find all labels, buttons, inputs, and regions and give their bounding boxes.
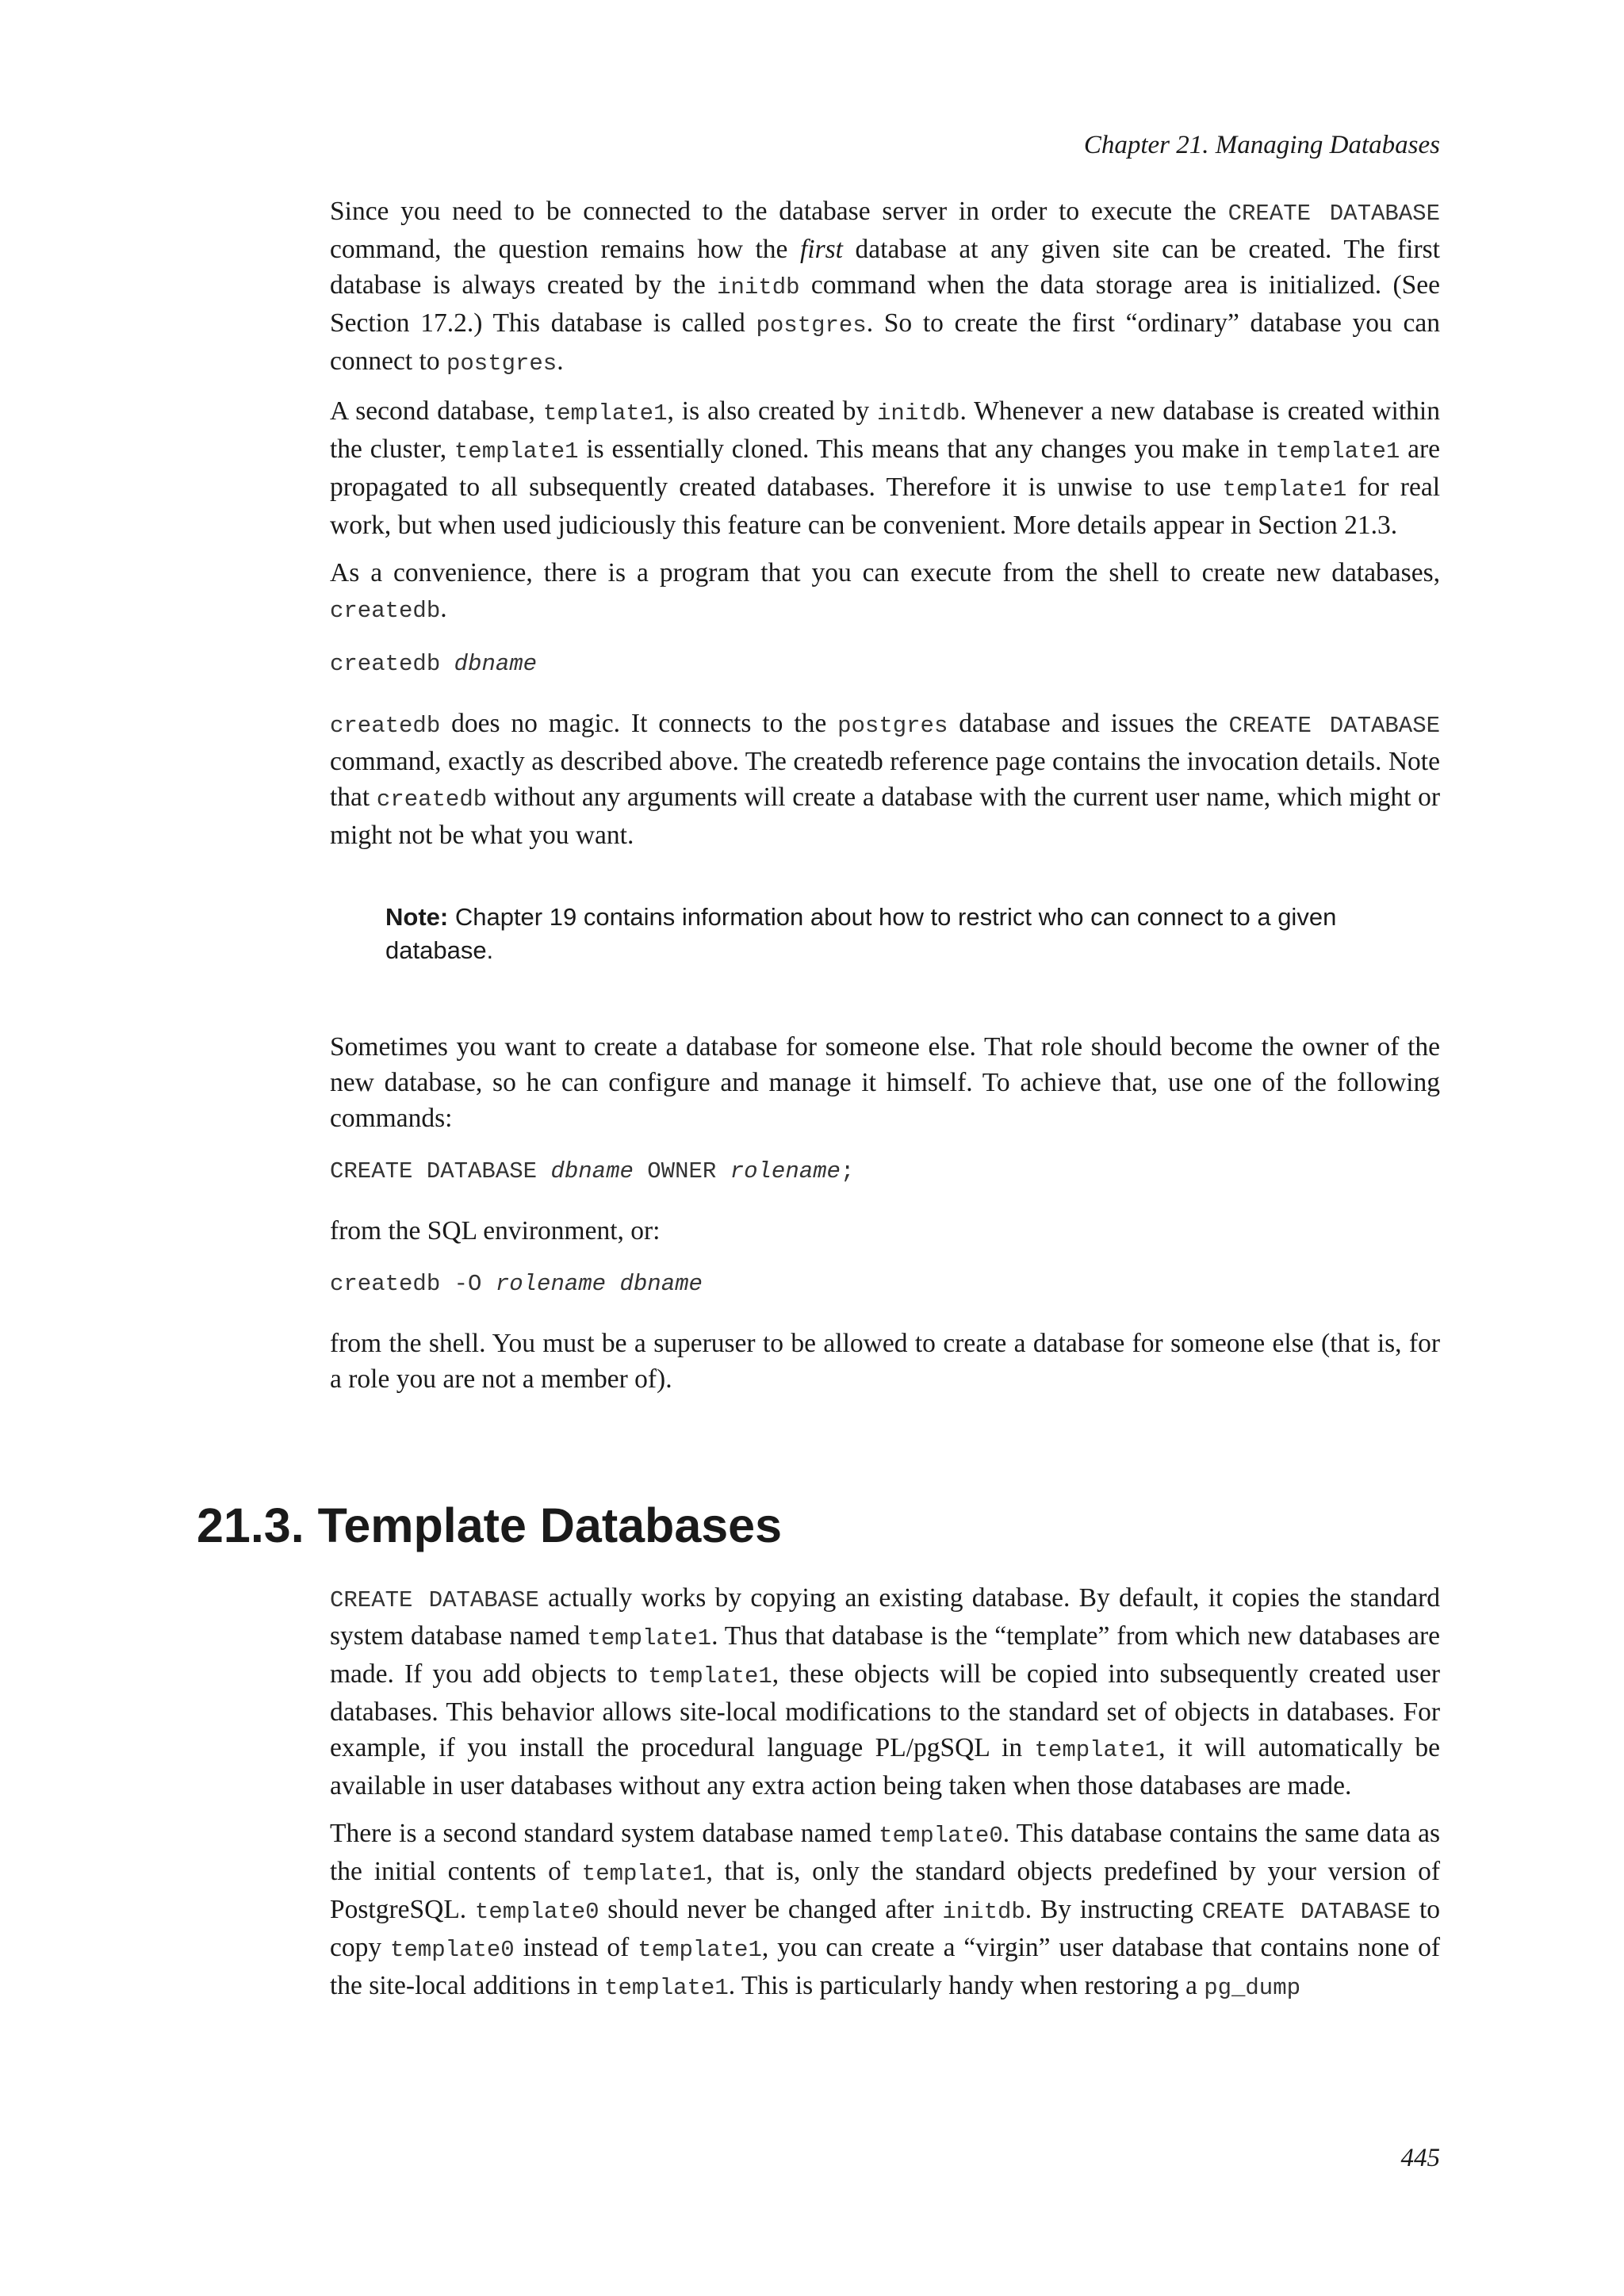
inline-code: initdb [877, 400, 960, 427]
code-block-createdb-owner: createdb -O rolename dbname [330, 1271, 703, 1297]
inline-code: template1 [1275, 438, 1400, 465]
inline-code: postgres [446, 350, 557, 377]
inline-code: createdb [376, 786, 488, 813]
section-content [330, 1580, 1440, 2018]
inline-code: template0 [390, 1937, 515, 1963]
inline-code: template1 [542, 400, 668, 427]
paragraph-sql-env: from the SQL environment, or: [330, 1216, 661, 1246]
inline-code: CREATE DATABASE [1201, 1899, 1411, 1925]
running-header: Chapter 21. Managing Databases [1083, 131, 1440, 159]
inline-code: template1 [1222, 476, 1347, 503]
note-text: Chapter 19 contains information about how to restrict who can connect to a given database. [385, 903, 1337, 964]
paragraph-createdb-intro: As a convenience, there is a program that you can execute from the shell to create new databases, createdb. [330, 558, 1440, 624]
paragraph-template0: There is a second standard system database named template0. This database contains the same data as the initial contents of template1, that is, only the standard objects predefined by your version of PostgreSQL. template0 should never be changed after initdb. By instructing CREATE DATABASE to copy template0 instead of template1, you can create a “virgin” user database that contains none of the site-local additions in template1. This is particularly handy when restoring a pg_dump [330, 1819, 1441, 2001]
inline-code: postgres [837, 713, 948, 739]
inline-code: initdb [717, 274, 800, 300]
inline-code: template1 [1034, 1737, 1159, 1763]
paragraph-superuser: from the shell. You must be a superuser to be allowed to create a database for someone else (that is, for a role you are not a member of). [330, 1329, 1440, 1394]
code-block-createdb: createdb dbname [330, 651, 538, 677]
inline-code: pg_dump [1204, 1975, 1301, 2001]
main-content [330, 193, 1440, 1409]
inline-code: template1 [454, 438, 579, 465]
paragraph-first-database: Since you need to be connected to the database server in order to execute the CREATE DATABASE command, the question remains how the first database at any given site can be created. The first database is always created by the initdb command when the data storage area is initialized. (See Section 17.2.) This database is called postgres. So to create the first “ordinary” database you can connect to postgres. [330, 197, 1440, 377]
inline-code: template0 [879, 1823, 1003, 1849]
inline-code: createdb [330, 713, 441, 739]
inline-code: CREATE DATABASE [1228, 201, 1440, 227]
inline-code: template0 [474, 1899, 599, 1925]
paragraph-owner: Sometimes you want to create a database for someone else. That role should become the owner of the new database, so he can configure and manage it himself. To achieve that, use one of the following commands: [330, 1032, 1440, 1133]
inline-code: template1 [648, 1663, 772, 1689]
code-block-create-database: CREATE DATABASE dbname OWNER rolename; [330, 1158, 855, 1184]
inline-code: template1 [587, 1625, 712, 1651]
inline-code: createdb [330, 598, 441, 624]
inline-code: CREATE DATABASE [1228, 713, 1441, 739]
emphasis: first [799, 235, 843, 264]
paragraph-template-copy: CREATE DATABASE actually works by copying an existing database. By default, it copies the standard system database named template1. Thus that database is the “template” from which new databases are made. If you add objects to template1, these objects will be copied into subsequently created user databases. This behavior allows site-local modifications to the standard set of objects in databases. For example, if you install the procedural language PL/pgSQL in template1, it will automatically be available in user databases without any extra action being taken when those databases are made. [330, 1583, 1440, 1800]
paragraph-template1: A second database, template1, is also created by initdb. Whenever a new database is created within the cluster, template1 is essentially cloned. This means that any changes you make in template1 are propagated to all subsequently created databases. Therefore it is unwise to use template1 for real work, but when used judiciously this feature can be convenient. More details appear in Section 21.3. [330, 396, 1441, 540]
paragraph-createdb-details: createdb does no magic. It connects to the postgres database and issues the CREATE DATABASE command, exactly as described above. The createdb reference page contains the invocation details. Note that createdb without any arguments will create a database with the current user name, which might or might not be what you want. [330, 709, 1441, 850]
inline-code: initdb [942, 1899, 1025, 1925]
inline-code: template1 [638, 1937, 762, 1963]
note-box [385, 901, 1440, 967]
page-number: 445 [1400, 2144, 1440, 2172]
inline-code: template1 [604, 1975, 729, 2001]
inline-code: CREATE DATABASE [330, 1587, 539, 1613]
section-heading: 21.3. Template Databases [197, 1498, 783, 1552]
note-label: Note: [385, 903, 449, 931]
inline-code: template1 [581, 1861, 707, 1887]
inline-code: postgres [756, 312, 867, 339]
